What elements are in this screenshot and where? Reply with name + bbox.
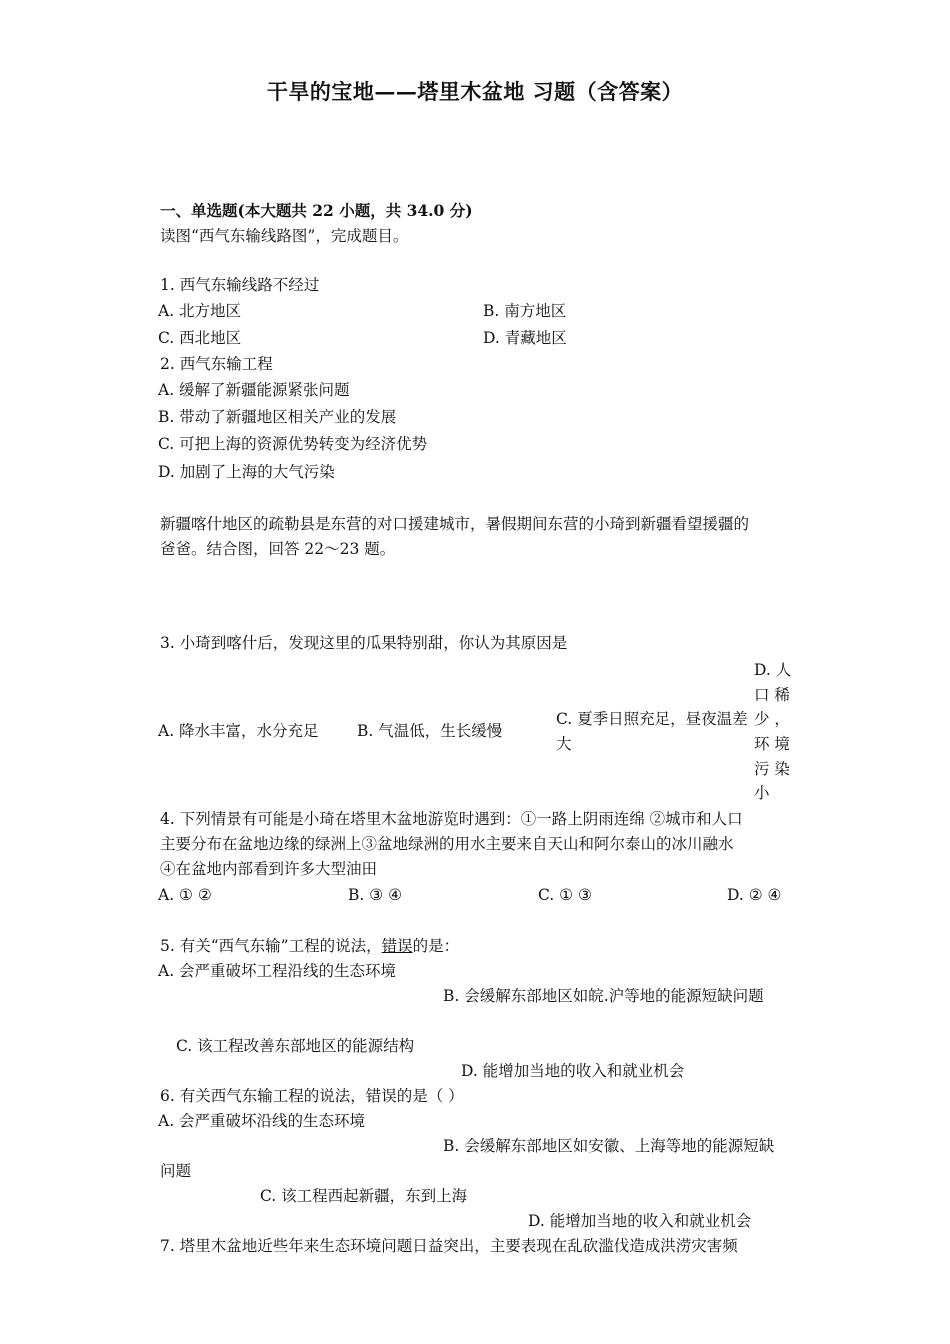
q4-option-b: B. ③ ④	[348, 886, 402, 904]
q1-option-d: D. 青藏地区	[483, 329, 567, 347]
document-title: 干旱的宝地——塔里木盆地 习题（含答案）	[266, 79, 684, 104]
intro-text-2-line1: 新疆喀什地区的疏勒县是东营的对口援建城市，暑假期间东营的小琦到新疆看望援疆的	[160, 515, 750, 533]
section-heading: 一、单选题(本大题共 22 小题，共 34.0 分)	[160, 201, 473, 220]
q7-stem-line1: 7. 塔里木盆地近些年来生态环境问题日益突出，主要表现在乱砍滥伐造成洪涝灾害频	[160, 1237, 738, 1255]
q3-option-d-line5: 污 染	[754, 760, 790, 778]
q5-option-d: D. 能增加当地的收入和就业机会	[461, 1062, 685, 1080]
q2-option-c: C. 可把上海的资源优势转变为经济优势	[158, 435, 428, 453]
q4-stem-line3: ④在盆地内部看到许多大型油田	[160, 860, 378, 878]
q5-option-c: C. 该工程改善东部地区的能源结构	[176, 1037, 415, 1055]
q5-option-b: B. 会缓解东部地区如皖.沪等地的能源短缺问题	[443, 987, 764, 1005]
q4-stem-line1: 4. 下列情景有可能是小琦在塔里木盆地游览时遇到：①一路上阴雨连绵 ②城市和人口	[160, 810, 743, 828]
q3-option-a: A. 降水丰富，水分充足	[158, 722, 319, 740]
q2-option-b: B. 带动了新疆地区相关产业的发展	[158, 408, 397, 426]
q5-option-a: A. 会严重破坏工程沿线的生态环境	[158, 962, 397, 980]
q3-option-d-line4: 环 境	[754, 735, 790, 753]
q5-stem-underlined: 错误	[381, 937, 413, 955]
q5-stem-post: 的是：	[412, 937, 460, 955]
q3-option-d-line6: 小	[754, 784, 770, 802]
intro-text-1: 读图“西气东输线路图”，完成题目。	[160, 227, 409, 245]
q4-option-d: D. ② ④	[727, 886, 782, 904]
q1-option-a: A. 北方地区	[158, 302, 242, 320]
q5-stem	[160, 936, 459, 956]
q3-option-d-line2: 口 稀	[754, 686, 790, 704]
q2-stem: 2. 西气东输工程	[160, 355, 273, 373]
q3-option-c-line1: C. 夏季日照充足，昼夜温差	[556, 710, 748, 728]
intro-text-2-line2: 爸爸。结合图，回答 22～23 题。	[160, 540, 396, 558]
q6-option-b-line2: 问题	[160, 1162, 192, 1180]
q3-option-c-line2: 大	[556, 735, 572, 753]
q3-option-b: B. 气温低，生长缓慢	[357, 722, 503, 740]
q6-option-c: C. 该工程西起新疆，东到上海	[260, 1187, 468, 1205]
q5-stem-pre: 5. 有关“西气东输”工程的说法，	[160, 937, 382, 955]
q2-option-d: D. 加剧了上海的大气污染	[158, 463, 335, 481]
q3-stem: 3. 小琦到喀什后，发现这里的瓜果特别甜，你认为其原因是	[160, 634, 568, 652]
q4-option-c: C. ① ③	[538, 886, 592, 904]
q3-option-d-line1: D. 人	[754, 661, 792, 679]
q1-option-c: C. 西北地区	[158, 329, 242, 347]
q6-stem: 6. 有关西气东输工程的说法，错误的是（ ）	[160, 1087, 464, 1105]
q2-option-a: A. 缓解了新疆能源紧张问题	[158, 381, 350, 399]
q6-option-a: A. 会严重破坏沿线的生态环境	[158, 1112, 366, 1130]
q1-stem: 1. 西气东输线路不经过	[160, 276, 320, 294]
q4-stem-line2: 主要分布在盆地边缘的绿洲上③盆地绿洲的用水主要来自天山和阿尔泰山的冰川融水	[160, 835, 734, 853]
q1-option-b: B. 南方地区	[483, 302, 567, 320]
q4-option-a: A. ① ②	[158, 886, 212, 904]
q6-option-b-line1: B. 会缓解东部地区如安徽、上海等地的能源短缺	[443, 1137, 775, 1155]
q3-option-d-line3: 少 ，	[754, 710, 790, 728]
q6-option-d: D. 能增加当地的收入和就业机会	[528, 1212, 752, 1230]
